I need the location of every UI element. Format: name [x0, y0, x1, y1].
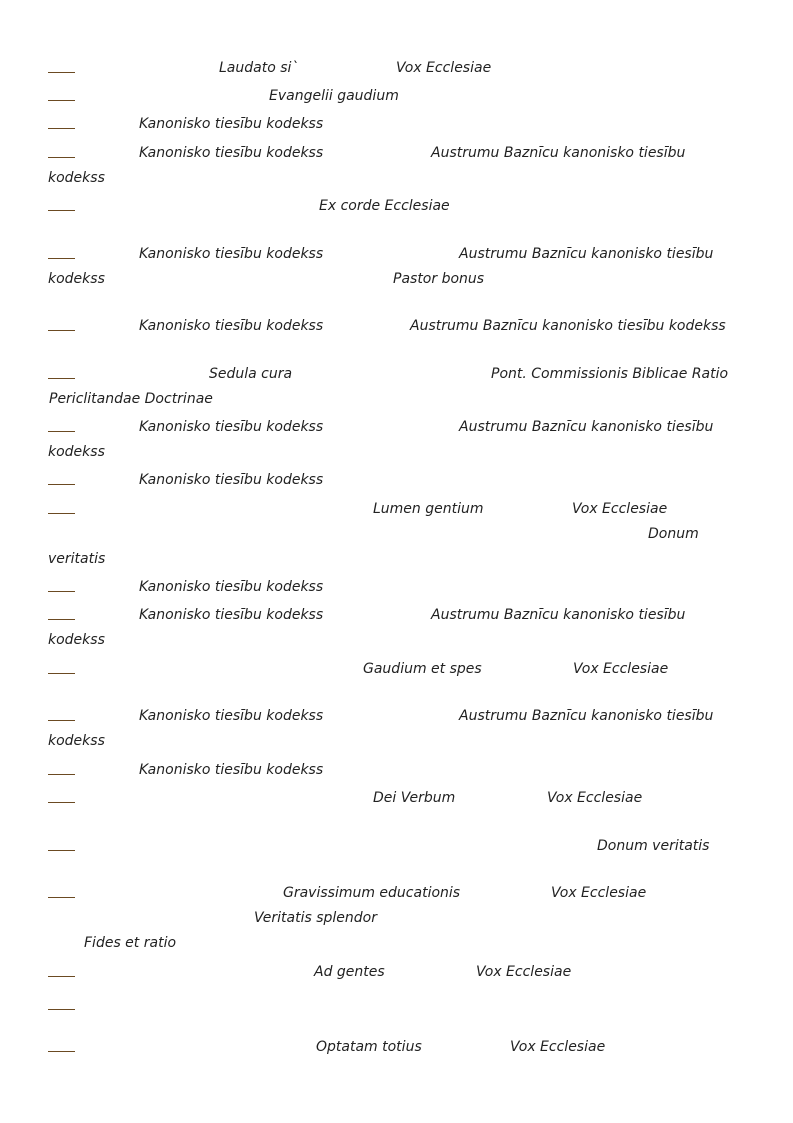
document-citation-text: kodekss — [48, 733, 105, 749]
document-citation-text: Kanonisko tiesību kodekss — [139, 472, 324, 488]
document-citation-text: Laudato si` — [219, 60, 299, 76]
document-line — [0, 706, 793, 726]
document-line — [0, 549, 793, 569]
document-citation-text: Fides et ratio — [84, 935, 177, 951]
document-citation-text: Kanonisko tiesību kodekss — [139, 708, 324, 724]
fill-in-blank — [48, 128, 75, 129]
document-citation-text: Dei Verbum — [373, 790, 456, 806]
document-citation-text: Optatam totius — [316, 1039, 422, 1055]
document-line — [0, 1037, 793, 1057]
document-line — [0, 86, 793, 106]
fill-in-blank — [48, 431, 75, 432]
document-citation-text: Kanonisko tiesību kodekss — [139, 246, 324, 262]
document-citation-text: Sedula cura — [209, 366, 293, 382]
document-line — [0, 788, 793, 808]
document-citation-text: Kanonisko tiesību kodekss — [139, 318, 324, 334]
document-citation-text: kodekss — [48, 271, 105, 287]
document-citation-text: Pont. Commissionis Biblicae Ratio — [491, 366, 729, 382]
fill-in-blank — [48, 673, 75, 674]
document-citation-text: Pastor bonus — [393, 271, 485, 287]
document-citation-text: kodekss — [48, 170, 105, 186]
document-line — [0, 499, 793, 519]
fill-in-blank — [48, 210, 75, 211]
document-line — [0, 962, 793, 982]
document-citation-text: veritatis — [48, 551, 106, 567]
fill-in-blank — [48, 897, 75, 898]
fill-in-blank — [48, 619, 75, 620]
document-line — [0, 442, 793, 462]
fill-in-blank — [48, 802, 75, 803]
document-citation-text: Periclitandae Doctrinae — [49, 391, 213, 407]
fill-in-blank — [48, 513, 75, 514]
document-citation-text: kodekss — [48, 632, 105, 648]
document-citation-text: Gravissimum educationis — [283, 885, 461, 901]
document-citation-text: Vox Ecclesiae — [573, 661, 669, 677]
document-line — [0, 417, 793, 437]
document-citation-text: Vox Ecclesiae — [510, 1039, 606, 1055]
fill-in-blank — [48, 591, 75, 592]
document-citation-text: Ex corde Ecclesiae — [319, 198, 450, 214]
document-line — [0, 364, 793, 384]
document-line — [0, 659, 793, 679]
document-citation-text: Donum veritatis — [597, 838, 710, 854]
document-line — [0, 389, 793, 409]
document-citation-text: Ad gentes — [314, 964, 385, 980]
document-line — [0, 577, 793, 597]
fill-in-blank — [48, 100, 75, 101]
document-citation-text: Austrumu Baznīcu kanonisko tiesību — [459, 708, 714, 724]
document-line — [0, 143, 793, 163]
document-line — [0, 269, 793, 289]
document-line — [0, 470, 793, 490]
document-line — [0, 630, 793, 650]
document-citation-text: Lumen gentium — [373, 501, 484, 517]
document-line — [0, 244, 793, 264]
fill-in-blank — [48, 72, 75, 73]
fill-in-blank — [48, 850, 75, 851]
document-citation-text: Kanonisko tiesību kodekss — [139, 762, 324, 778]
fill-in-blank — [48, 157, 75, 158]
document-line — [0, 883, 793, 903]
document-citation-text: Vox Ecclesiae — [551, 885, 647, 901]
document-citation-text: Austrumu Baznīcu kanonisko tiesību — [459, 419, 714, 435]
document-citation-text: Austrumu Baznīcu kanonisko tiesību — [431, 607, 686, 623]
document-citation-text: Austrumu Baznīcu kanonisko tiesību — [431, 145, 686, 161]
document-line — [0, 524, 793, 544]
document-citation-text: Vox Ecclesiae — [572, 501, 668, 517]
document-line — [0, 168, 793, 188]
fill-in-blank — [48, 774, 75, 775]
document-citation-text: Austrumu Baznīcu kanonisko tiesību kodekss — [410, 318, 726, 334]
document-line — [0, 316, 793, 336]
document-citation-text: Kanonisko tiesību kodekss — [139, 607, 324, 623]
document-line — [0, 908, 793, 928]
document-citation-text: Vox Ecclesiae — [547, 790, 643, 806]
fill-in-blank — [48, 1009, 75, 1010]
document-line — [0, 114, 793, 134]
fill-in-blank — [48, 330, 75, 331]
fill-in-blank — [48, 976, 75, 977]
document-citation-text: Austrumu Baznīcu kanonisko tiesību — [459, 246, 714, 262]
document-citation-text: Kanonisko tiesību kodekss — [139, 579, 324, 595]
document-citation-text: Kanonisko tiesību kodekss — [139, 116, 324, 132]
document-line — [0, 196, 793, 216]
document-citation-text: Vox Ecclesiae — [476, 964, 572, 980]
fill-in-blank — [48, 1051, 75, 1052]
fill-in-blank — [48, 378, 75, 379]
document-line — [0, 58, 793, 78]
document-line — [0, 995, 793, 1015]
document-line — [0, 731, 793, 751]
document-citation-text: Evangelii gaudium — [269, 88, 399, 104]
document-citation-text: kodekss — [48, 444, 105, 460]
document-line — [0, 605, 793, 625]
fill-in-blank — [48, 720, 75, 721]
document-citation-text: Veritatis splendor — [254, 910, 377, 926]
document-line — [0, 836, 793, 856]
document-citation-text: Kanonisko tiesību kodekss — [139, 145, 324, 161]
fill-in-blank — [48, 484, 75, 485]
fill-in-blank — [48, 258, 75, 259]
document-citation-text: Donum — [648, 526, 699, 542]
document-citation-text: Vox Ecclesiae — [396, 60, 492, 76]
document-citation-text: Gaudium et spes — [363, 661, 482, 677]
document-line — [0, 933, 793, 953]
document-line — [0, 760, 793, 780]
document-citation-text: Kanonisko tiesību kodekss — [139, 419, 324, 435]
